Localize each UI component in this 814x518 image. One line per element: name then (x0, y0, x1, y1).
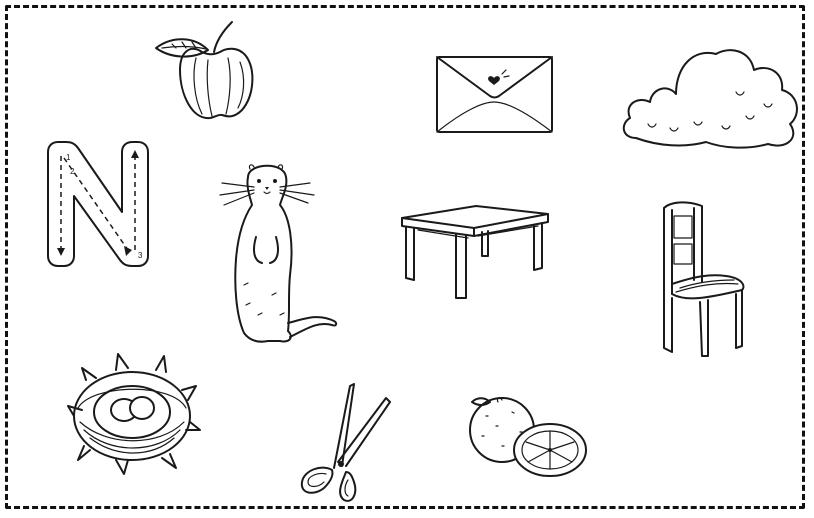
apple-icon (150, 18, 265, 133)
nest-icon (66, 350, 201, 480)
cloud-icon (618, 42, 803, 159)
table-icon (398, 200, 553, 305)
orange-icon (462, 392, 592, 487)
stroke-number-2: 2 (70, 167, 75, 176)
scissors-icon (294, 376, 394, 509)
stroke-number-1: 1 (66, 153, 71, 162)
chair-icon (656, 198, 756, 363)
stroke-number-3: 3 (138, 251, 143, 260)
otter-icon (214, 155, 344, 355)
envelope-icon (432, 52, 557, 142)
letter-n-tracing (42, 138, 157, 278)
